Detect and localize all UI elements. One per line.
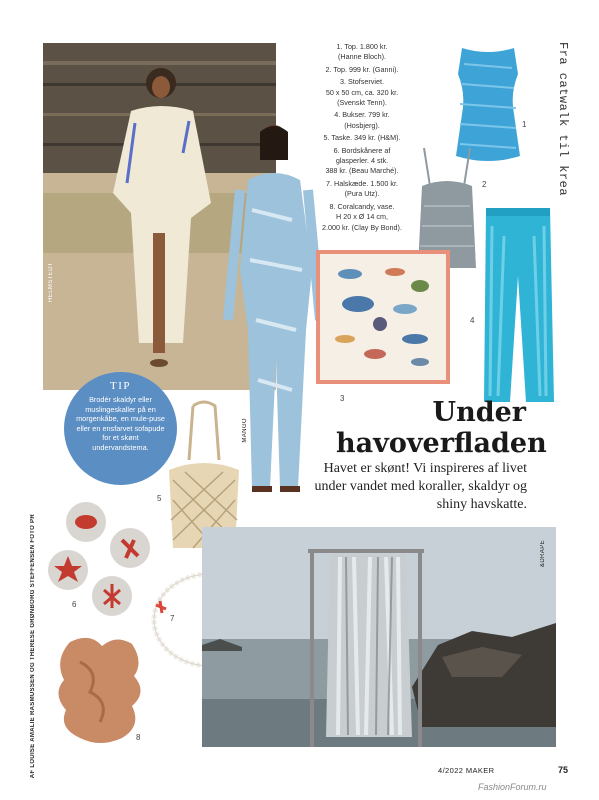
shiny-trousers-product xyxy=(480,206,556,406)
fish-pattern xyxy=(320,254,446,380)
watermark: FashionForum.ru xyxy=(478,782,547,792)
product-number-8: 8 xyxy=(136,733,141,742)
caption-line: (Svenskt Tenn). xyxy=(337,98,387,108)
tip-bubble xyxy=(64,372,177,485)
lead-text: Havet er skønt! Vi inspireres af livet under vandet med koraller, skaldyr og shiny havskatte. xyxy=(314,461,527,512)
caption-line: 1. Top. 1.800 kr. xyxy=(336,42,388,51)
caption-line: 5. Taske. 349 kr. (H&M). xyxy=(323,133,401,143)
caption-line: glasperler. 4 stk. xyxy=(335,156,389,166)
caption-line: 3. Stofserviet. xyxy=(340,77,384,87)
section-label: Fra catwalk til krea xyxy=(556,42,570,197)
headline-line-2: havoverfladen xyxy=(336,428,547,459)
caption-line: (Pura Utz). xyxy=(344,189,380,199)
caption-line: 6. Bordskånere af xyxy=(333,145,391,155)
caption-line: 7. Halskæde. 1.500 kr. xyxy=(326,178,398,188)
tip-text: Brodér skaldyr eller muslingeskaller på en morgenkåbe, en mule-puse eller en ensfarvet sofapude for et skønt undervandstema. xyxy=(76,395,165,452)
product-number-2: 2 xyxy=(482,180,487,189)
caption-line: 2. Top. 999 kr. (Ganni). xyxy=(325,64,399,74)
photo-credit-drape: &DRAPE xyxy=(540,540,546,568)
caption-line: 2.000 kr. (Clay By Bond). xyxy=(322,222,402,232)
sea-scene xyxy=(202,527,556,747)
coasters-product xyxy=(42,500,160,622)
coral-vase-product xyxy=(50,632,150,748)
photo-credit-mango: MANGO xyxy=(242,418,248,443)
caption-line: 4. Bukser. 799 kr. xyxy=(334,110,390,120)
product-number-1: 1 xyxy=(522,120,527,129)
issue-label: 4/2022 MAKER xyxy=(438,766,495,775)
headline-line-1: Under xyxy=(432,397,526,428)
product-number-5: 5 xyxy=(157,494,162,503)
caption-line: H 20 x Ø 14 cm, xyxy=(336,212,388,222)
product-number-3: 3 xyxy=(340,394,345,403)
product-number-6: 6 xyxy=(72,600,77,609)
fish-napkin-product xyxy=(316,250,450,384)
caption-line: (Hosbjerg). xyxy=(344,120,380,130)
tip-title: TIP xyxy=(110,380,131,392)
product-captions xyxy=(318,42,406,233)
sea-drape-photo xyxy=(202,527,556,747)
caption-line: (Hanne Bloch). xyxy=(338,52,386,62)
caption-line: 388 kr. (Beau Marché). xyxy=(325,166,399,176)
page-headline xyxy=(336,397,547,459)
product-number-7: 7 xyxy=(170,614,175,623)
page-number: 75 xyxy=(558,765,569,775)
caption-line: 50 x 50 cm, ca. 320 kr. xyxy=(325,87,399,97)
product-number-4: 4 xyxy=(470,316,475,325)
photo-credit-helmstedt: HELMSTEDT xyxy=(48,262,54,302)
byline: AF LOUISE AMALIE RASMUSSEN OG THERESE GRØNBORG STEFFENSEN FOTO PR xyxy=(30,514,36,779)
caption-line: 8. Coralcandy, vase. xyxy=(329,201,395,211)
